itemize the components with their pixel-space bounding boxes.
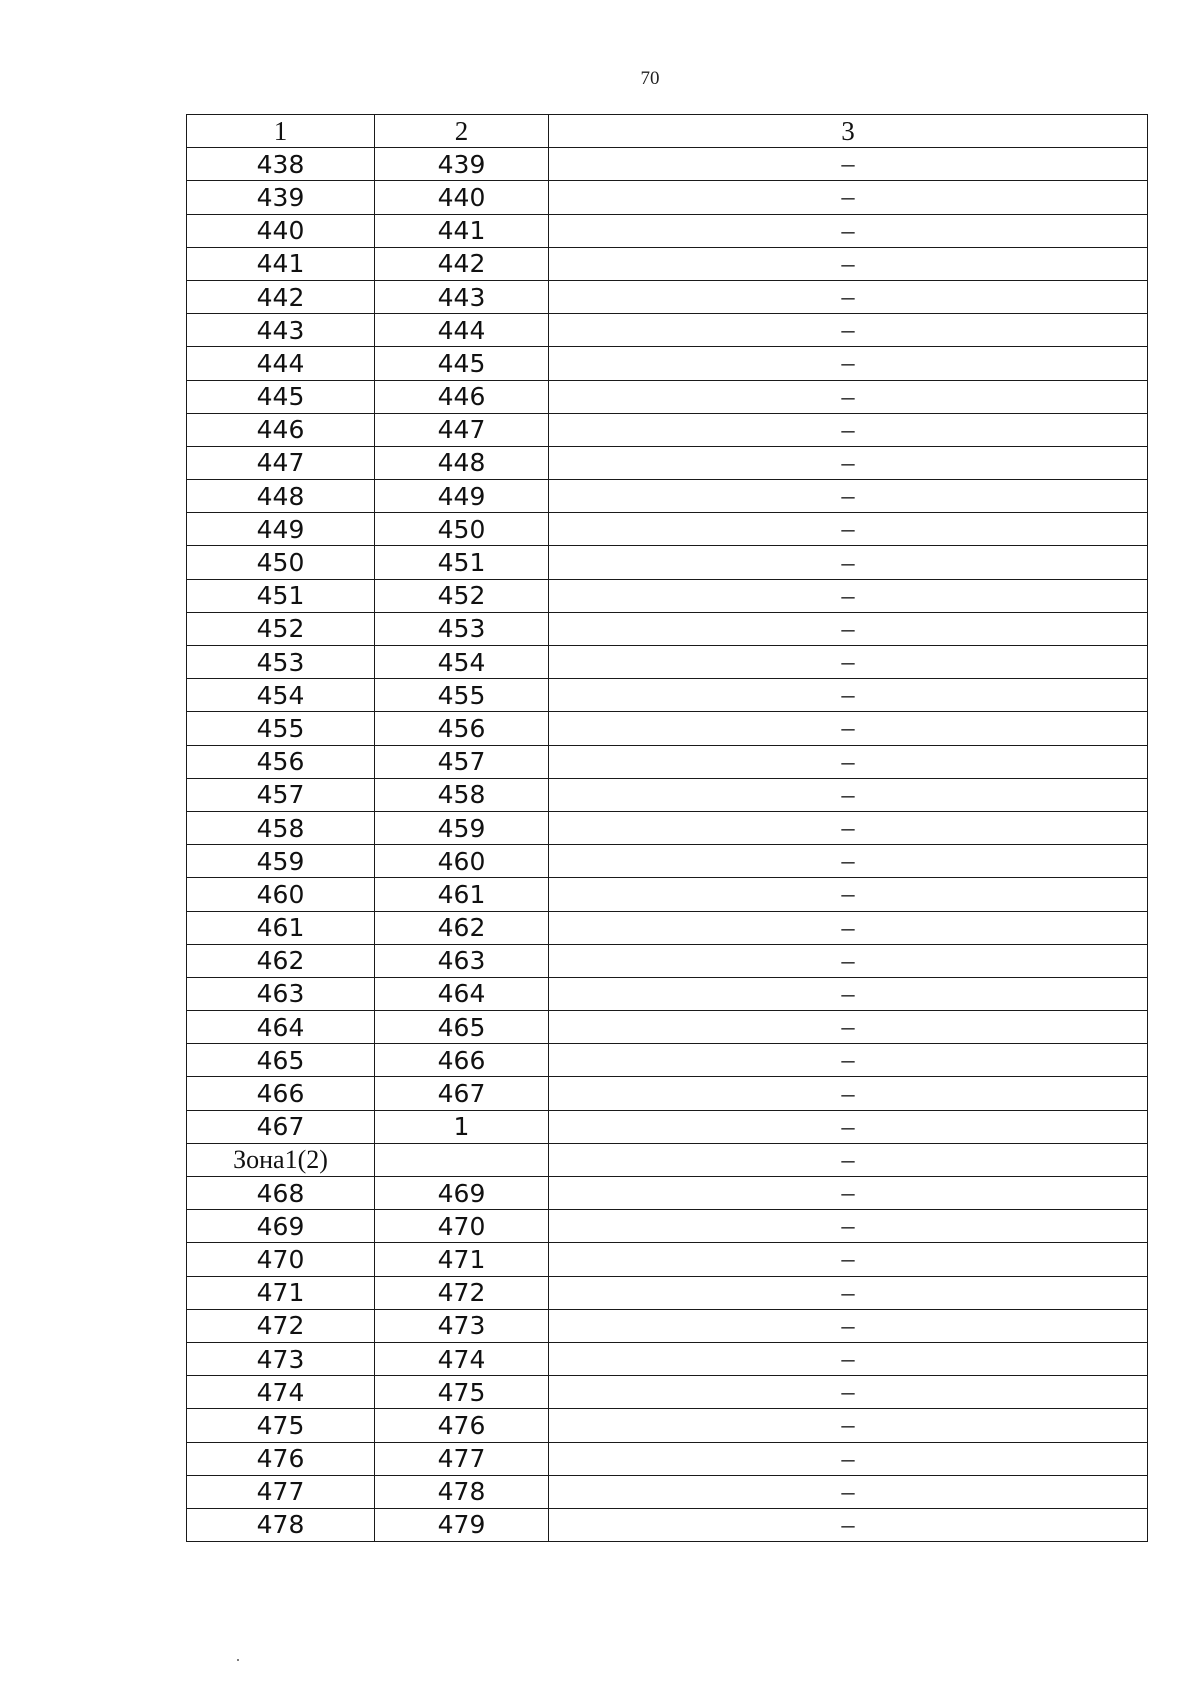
cell-col-2: 469 [375,1177,549,1210]
cell-col-1: 446 [187,413,375,446]
cell-col-1: 478 [187,1508,375,1541]
table-row [187,679,1148,712]
cell-col-2: 461 [375,878,549,911]
cell-col-1: 464 [187,1011,375,1044]
cell-col-1: Зона1(2) [187,1143,375,1176]
cell-col-2: 470 [375,1210,549,1243]
cell-col-1: 449 [187,513,375,546]
cell-col-1: 455 [187,712,375,745]
cell-col-1: 474 [187,1376,375,1409]
cell-col-3: – [549,1342,1148,1375]
cell-col-2: 473 [375,1309,549,1342]
cell-col-2: 440 [375,181,549,214]
cell-col-2: 453 [375,612,549,645]
table-row [187,314,1148,347]
cell-col-3: – [549,944,1148,977]
table-row [187,181,1148,214]
cell-col-2: 479 [375,1508,549,1541]
cell-col-2: 466 [375,1044,549,1077]
cell-col-1: 461 [187,911,375,944]
table-row [187,878,1148,911]
table-row [187,646,1148,679]
cell-col-2: 448 [375,446,549,479]
cell-col-1: 438 [187,148,375,181]
cell-col-1: 476 [187,1442,375,1475]
cell-col-3: – [549,314,1148,347]
cell-col-3: – [549,612,1148,645]
cell-col-2: 457 [375,745,549,778]
cell-col-3: – [549,1143,1148,1176]
cell-col-1: 470 [187,1243,375,1276]
cell-col-3: – [549,247,1148,280]
cell-col-2: 478 [375,1475,549,1508]
cell-col-3: – [549,845,1148,878]
cell-col-1: 457 [187,778,375,811]
cell-col-2: 474 [375,1342,549,1375]
cell-col-3: – [549,1508,1148,1541]
table-row [187,247,1148,280]
cell-col-3: – [549,513,1148,546]
cell-col-2: 452 [375,579,549,612]
cell-col-1: 456 [187,745,375,778]
table-row [187,1210,1148,1243]
cell-col-2 [375,1143,549,1176]
header-cell-col-3: 3 [549,115,1148,148]
table-row [187,214,1148,247]
cell-col-1: 469 [187,1210,375,1243]
cell-col-2: 459 [375,811,549,844]
cell-col-2: 467 [375,1077,549,1110]
scan-speck [237,1659,239,1661]
cell-col-1: 443 [187,314,375,347]
header-cell-col-2: 2 [375,115,549,148]
cell-col-1: 453 [187,646,375,679]
cell-col-2: 458 [375,778,549,811]
cell-col-2: 447 [375,413,549,446]
cell-col-2: 472 [375,1276,549,1309]
cell-col-3: – [549,778,1148,811]
table-row [187,1177,1148,1210]
cell-col-3: – [549,546,1148,579]
cell-col-1: 468 [187,1177,375,1210]
cell-col-3: – [549,446,1148,479]
table-row [187,1508,1148,1541]
table-row [187,1011,1148,1044]
cell-col-2: 476 [375,1409,549,1442]
cell-col-2: 463 [375,944,549,977]
cell-col-3: – [549,214,1148,247]
cell-col-3: – [549,1177,1148,1210]
cell-col-2: 460 [375,845,549,878]
cell-col-2: 477 [375,1442,549,1475]
table-row [187,845,1148,878]
table-row [187,148,1148,181]
cell-col-3: – [549,811,1148,844]
cell-col-2: 442 [375,247,549,280]
table-row [187,778,1148,811]
cell-col-3: – [549,878,1148,911]
cell-col-2: 445 [375,347,549,380]
cell-col-2: 441 [375,214,549,247]
table-row [187,1309,1148,1342]
cell-col-2: 456 [375,712,549,745]
cell-col-2: 443 [375,280,549,313]
table-row [187,347,1148,380]
cell-col-1: 475 [187,1409,375,1442]
cell-col-1: 450 [187,546,375,579]
cell-col-2: 439 [375,148,549,181]
cell-col-2: 444 [375,314,549,347]
table-row [187,546,1148,579]
table-row [187,612,1148,645]
cell-col-1: 441 [187,247,375,280]
cell-col-3: – [549,181,1148,214]
table-row [187,579,1148,612]
cell-col-1: 477 [187,1475,375,1508]
table-header-row [187,115,1148,148]
cell-col-3: – [549,1044,1148,1077]
cell-col-1: 444 [187,347,375,380]
table-row [187,1342,1148,1375]
table-row [187,1376,1148,1409]
cell-col-3: – [549,380,1148,413]
table-row [187,480,1148,513]
cell-col-3: – [549,1475,1148,1508]
cell-col-3: – [549,646,1148,679]
cell-col-2: 475 [375,1376,549,1409]
cell-col-2: 1 [375,1110,549,1143]
cell-col-3: – [549,1210,1148,1243]
cell-col-3: – [549,679,1148,712]
cell-col-3: – [549,1309,1148,1342]
cell-col-1: 471 [187,1276,375,1309]
cell-col-3: – [549,1376,1148,1409]
cell-col-1: 451 [187,579,375,612]
cell-col-1: 466 [187,1077,375,1110]
cell-col-1: 473 [187,1342,375,1375]
cell-col-1: 465 [187,1044,375,1077]
table-row [187,1475,1148,1508]
header-cell-col-1: 1 [187,115,375,148]
cell-col-3: – [549,745,1148,778]
table-row [187,977,1148,1010]
table-row [187,413,1148,446]
cell-col-1: 458 [187,811,375,844]
cell-col-1: 454 [187,679,375,712]
cell-col-2: 454 [375,646,549,679]
cell-col-1: 445 [187,380,375,413]
cell-col-1: 442 [187,280,375,313]
cell-col-3: – [549,579,1148,612]
cell-col-2: 451 [375,546,549,579]
cell-col-3: – [549,1409,1148,1442]
cell-col-2: 450 [375,513,549,546]
cell-col-3: – [549,280,1148,313]
cell-col-1: 447 [187,446,375,479]
table-row [187,1442,1148,1475]
cell-col-1: 452 [187,612,375,645]
cell-col-3: – [549,911,1148,944]
table-body [187,115,1148,1542]
table-row [187,944,1148,977]
cell-col-3: – [549,1011,1148,1044]
cell-col-2: 446 [375,380,549,413]
cell-col-2: 449 [375,480,549,513]
cell-col-2: 462 [375,911,549,944]
cell-col-2: 471 [375,1243,549,1276]
table-row [187,911,1148,944]
cell-col-1: 463 [187,977,375,1010]
cell-col-1: 459 [187,845,375,878]
cell-col-3: – [549,347,1148,380]
table-row [187,1243,1148,1276]
cell-col-1: 448 [187,480,375,513]
coordinates-table [186,114,1148,1542]
cell-col-2: 455 [375,679,549,712]
cell-col-3: – [549,1442,1148,1475]
cell-col-3: – [549,480,1148,513]
cell-col-1: 462 [187,944,375,977]
cell-col-3: – [549,977,1148,1010]
table-row [187,1110,1148,1143]
table-row [187,1077,1148,1110]
table-row [187,811,1148,844]
table-row [187,1409,1148,1442]
cell-col-1: 439 [187,181,375,214]
table-row [187,380,1148,413]
table-row [187,280,1148,313]
cell-col-3: – [549,1110,1148,1143]
cell-col-1: 460 [187,878,375,911]
cell-col-3: – [549,413,1148,446]
page-number: 70 [640,68,660,89]
cell-col-3: – [549,1243,1148,1276]
cell-col-3: – [549,1077,1148,1110]
table-row [187,745,1148,778]
table-row [187,1276,1148,1309]
cell-col-1: 472 [187,1309,375,1342]
cell-col-3: – [549,1276,1148,1309]
table-row [187,712,1148,745]
table-row [187,1143,1148,1176]
table-row [187,1044,1148,1077]
table-row [187,513,1148,546]
cell-col-3: – [549,148,1148,181]
cell-col-1: 440 [187,214,375,247]
cell-col-1: 467 [187,1110,375,1143]
table-row [187,446,1148,479]
cell-col-2: 465 [375,1011,549,1044]
cell-col-2: 464 [375,977,549,1010]
cell-col-3: – [549,712,1148,745]
